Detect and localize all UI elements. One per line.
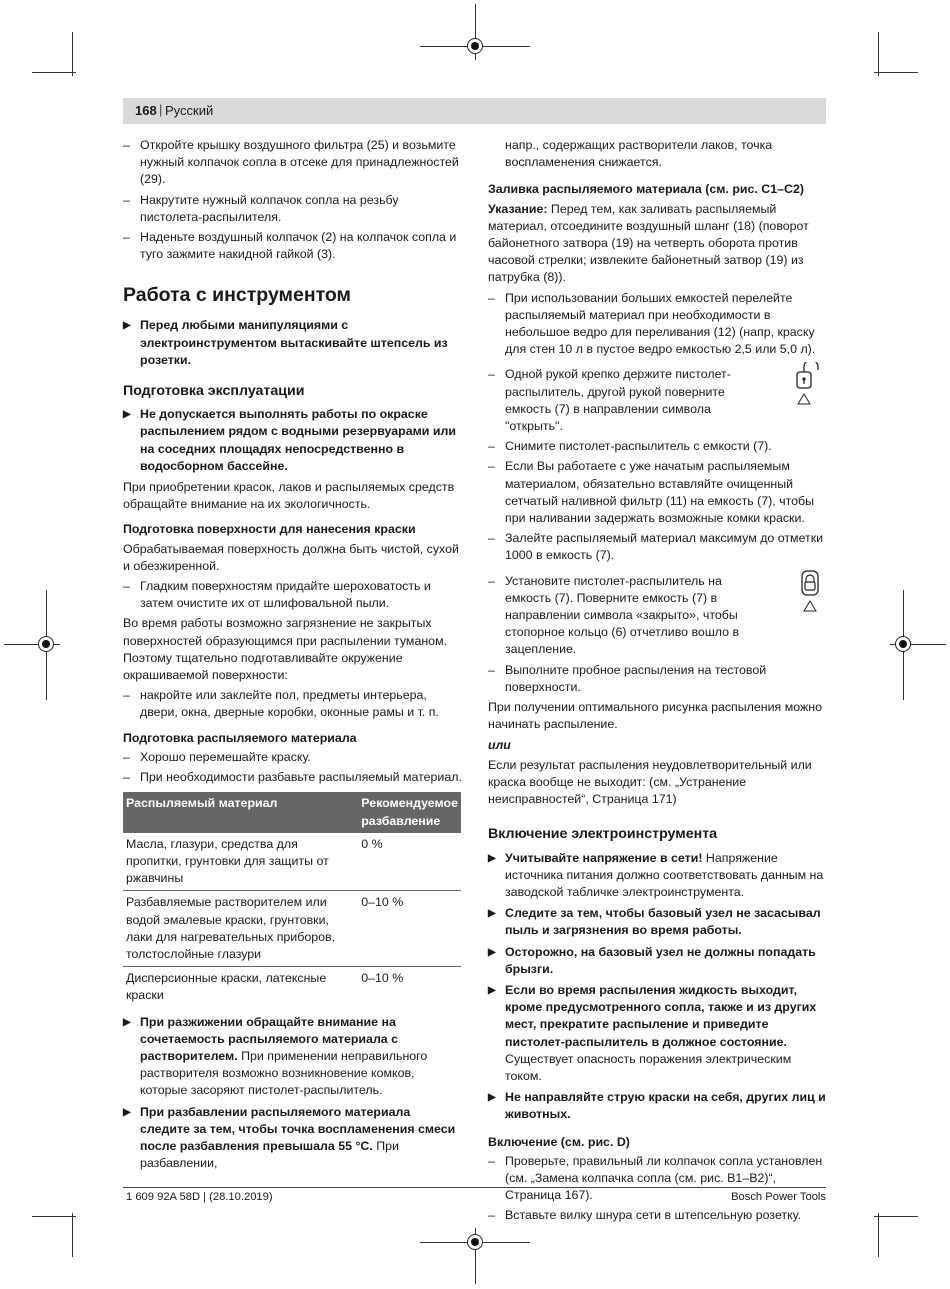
warning-text: Следите за тем, чтобы базовый узел не засасывал пыль и загрязнения во время работы. [505, 906, 821, 938]
list-item: – Залейте распыляемый материал максимум до отметки 1000 в емкость (7). [488, 531, 824, 563]
list-item-text: Проверьте, правильный ли колпачок сопла установлен (см. „Замена колпачка сопла (см. рис. B1–B2)“, Страница 167). [505, 1153, 823, 1203]
safety-warning: ▶ Учитывайте напряжение в сети! Напряжение источника питания должно соответствовать данным на заводской табличке электроинструмента. [488, 850, 824, 899]
table-cell: Масла, глазури, средства для пропитки, грунтовки для защиты от ржавчины [123, 833, 358, 891]
list-item: – Наденьте воздушный колпачок (2) на колпачок сопла и туго зажмите накидной гайкой (3). [123, 230, 457, 262]
safety-warning: ▶ Осторожно, на базовый узел не должны попадать брызги. [488, 944, 816, 976]
list-item: – накройте или заклейте пол, предметы интерьера, двери, окна, дверные коробки, оконные рамы и т. п. [123, 688, 439, 720]
list-item: – Одной рукой крепко держите пистолет-распылитель, другой рукой поверните емкость (7) в направлении символа "открыть". [488, 366, 826, 435]
warning-text-normal: При применении неправильного растворителя возможно возникновение комков, которые засоряют пистолет-распылитель. [140, 1048, 428, 1098]
crop-mark [874, 1216, 918, 1217]
list-item-text: При использовании больших емкостей перелейте распыляемый материал при необходимости в небольшое ведро для переливания (12) (напр, краску для стен 10 л в пустое ведро емкостью 2,5 или 5,0 л). [505, 290, 816, 357]
list-item: – Выполните пробное распыления на тестовой поверхности. [488, 662, 767, 694]
paragraph: напр., содержащих растворители лаков, точка воспламенения снижается. [505, 138, 773, 170]
crop-mark [32, 1216, 76, 1217]
registration-target-icon [467, 38, 483, 54]
crop-mark [72, 32, 73, 76]
or-label: или [488, 737, 511, 752]
note-text: Перед тем, как заливать распыляемый материал, отсоедините воздушный шланг (18) (поворот байонетного затвора (19) на четверть оборота против часовой стрелки; извлеките байонетный затвор (19) из патрубка (8)). [488, 201, 809, 285]
safety-warning: ▶ Не направляйте струю краски на себя, других лиц и животных. [488, 1090, 826, 1122]
safety-warning: ▶ Перед любыми манипуляциями с электроинструментом вытаскивайте штепсель из розетки. [123, 318, 448, 367]
lock-open-icon [794, 362, 824, 406]
crop-mark [72, 1213, 73, 1257]
note-paragraph [488, 201, 826, 287]
list-item: – Откройте крышку воздушного фильтра (25) и возьмите нужный колпачок сопла в отсеке для принадлежностей (29). [123, 138, 459, 187]
section-title: Работа с инструментом [123, 284, 351, 307]
crop-mark [878, 32, 879, 76]
safety-warning: ▶ При разбавлении распыляемого материала следите за тем, чтобы точка воспламенения смеси после разбавления превышала 55 °C. При разбавлении, [123, 1104, 456, 1171]
warning-text: Если во время распыления жидкость выходит, кроме предусмотренного сопла, также и из других мест, прекратите распыление и приведите пистолет-распылитель в должное состояние. [505, 982, 817, 1049]
footer-rule [123, 1187, 826, 1188]
list-item: – Снимите пистолет-распылитель с емкости (7). [488, 439, 772, 454]
subheading: Включение (см. рис. D) [488, 1134, 630, 1149]
table-cell: 0 % [358, 833, 461, 891]
warning-text-normal: Напряжение источника питания должно соответствовать данным на заводской табличке электроинструмента. [505, 850, 824, 899]
list-item-text: Вставьте вилку шнура сети в штепсельную розетку. [505, 1208, 802, 1223]
list-item: – Гладким поверхностям придайте шероховатость и затем очистите их от шлифовальной пыли. [123, 579, 431, 611]
page-number: 168 [135, 103, 157, 118]
list-item: – Хорошо перемешайте краску. [123, 749, 311, 764]
subsection-title: Включение электроинструмента [488, 826, 718, 843]
left-column [123, 137, 463, 1176]
list-item-text: Откройте крышку воздушного фильтра (25) и возьмите нужный колпачок сопла в отсеке для принадлежностей (29). [140, 138, 459, 187]
subsection-title: Подготовка эксплуатации [123, 383, 305, 400]
list-item-text: Снимите пистолет-распылитель с емкости (7). [505, 439, 772, 454]
warning-text: При разжижении обращайте внимание на сочетаемость распыляемого материала с растворителем. [140, 1014, 399, 1063]
table-row [123, 967, 461, 1008]
table-row [123, 833, 461, 891]
warning-text-normal: При разбавлении, [140, 1138, 399, 1171]
table-row [123, 891, 461, 967]
warning-text: Учитывайте напряжение в сети! [505, 850, 703, 865]
table-cell: 0–10 % [358, 891, 461, 967]
registration-target-icon [467, 1234, 483, 1250]
warning-text: При разбавлении распыляемого материала следите за тем, чтобы точка воспламенения смеси после разбавления превышала 55 °C. [140, 1104, 456, 1153]
paragraph: Если результат распыления неудовлетворительный или краска вообще не выходит: (см. „Устранение неисправностей“, Страница 171) [488, 757, 812, 807]
list-item-text: Накрутите нужный колпачок сопла на резьбу пистолета-распылителя. [140, 192, 399, 224]
list-item: – При использовании больших емкостей перелейте распыляемый материал при необходимости в небольшое ведро для переливания (12) (напр, краску для стен 10 л в пустое ведро емкостью 2,5 или 5,0 л). [488, 290, 816, 357]
list-item-text: Гладким поверхностям придайте шероховатость и затем очистите их от шлифовальной пыли. [140, 579, 431, 611]
lock-closed-icon [794, 569, 824, 613]
crop-mark [32, 72, 76, 73]
list-item: – Накрутите нужный колпачок сопла на резьбу пистолета-распылителя. [123, 192, 399, 224]
paragraph: При приобретении красок, лаков и распыляемых средств обращайте внимание на их экологичность. [123, 480, 455, 512]
footer-brand: Bosch Power Tools [731, 1191, 826, 1203]
warning-text: Осторожно, на базовый узел не должны попадать брызги. [505, 944, 816, 976]
table-cell: Дисперсионные краски, латексные краски [126, 971, 327, 1003]
safety-warning: ▶ Не допускается выполнять работы по окраске распылением рядом с водными резервуарами или на соседних площадях непосредственно в водосборном бассейне. [123, 407, 456, 473]
crop-mark [874, 72, 918, 73]
safety-warning: ▶ Если во время распыления жидкость выходит, кроме предусмотренного сопла, также и из других мест, прекратите распыление и приведите пистолет-распылитель в должное состояние. Существует опасность поражения электрическим током. [488, 982, 817, 1083]
list-item: – При необходимости разбавьте распыляемый материал. [123, 770, 462, 785]
registration-target-icon [38, 636, 54, 652]
list-item-text: Если Вы работаете с уже начатым распыляемым материалом, обязательно вставляйте очищенный сетчатый наливной фильтр (11) на емкость (7), чтобы при наливании задержать возможные комки краски. [505, 459, 815, 526]
list-item: – Вставьте вилку шнура сети в штепсельную розетку. [488, 1208, 802, 1223]
table-header-row [123, 792, 461, 832]
list-item-text: накройте или заклейте пол, предметы интерьера, двери, окна, дверные коробки, оконные рамы и т. п. [140, 688, 439, 720]
warning-text: Перед любыми манипуляциями с электроинструментом вытаскивайте штепсель из розетки. [140, 318, 448, 367]
crop-mark [878, 1213, 879, 1257]
safety-warning: ▶ Следите за тем, чтобы базовый узел не засасывал пыль и загрязнения во время работы. [488, 906, 821, 938]
subheading: Подготовка поверхности для нанесения краски [123, 522, 416, 537]
list-item: – Проверьте, правильный ли колпачок сопла установлен (см. „Замена колпачка сопла (см. рис. B1–B2)“, Страница 167). [488, 1153, 823, 1203]
warning-text: Не направляйте струю краски на себя, других лиц и животных. [505, 1090, 826, 1122]
warning-text-normal: Существует опасность поражения электрическим током. [505, 1051, 792, 1083]
right-column [488, 137, 826, 1228]
registration-target-icon [895, 636, 911, 652]
header-separator: | [159, 102, 163, 117]
subheading: Заливка распыляемого материала (см. рис. C1–C2) [488, 182, 804, 197]
footer-doc-code: 1 609 92A 58D | (28.10.2019) [126, 1191, 273, 1203]
page-header [123, 98, 826, 124]
table-header-cell: Рекомендуемое разбавление [358, 792, 461, 832]
paragraph: Обрабатываемая поверхность должна быть чистой, сухой и обезжиренной. [123, 541, 459, 573]
table-cell: 0–10 % [361, 971, 404, 986]
table-header-cell: Распыляемый материал [123, 792, 358, 832]
table-cell: Разбавляемые растворителем или водой эмалевые краски, грунтовки, лаки для нагревательных приборов, толстослойные глазури [123, 891, 358, 967]
dilution-table [123, 792, 461, 1007]
list-item-text: Установите пистолет-распылитель на емкость (7). Поверните емкость (7) в направлении символа «закрыто», чтобы стопорное кольцо (6) отчетливо вошло в зацепление. [505, 573, 740, 657]
note-label: Указание: [488, 201, 548, 216]
list-item: – Если Вы работаете с уже начатым распыляемым материалом, обязательно вставляйте очищенный сетчатый наливной фильтр (11) на емкость (7), чтобы при наливании задержать возможные комки краски. [488, 459, 815, 526]
warning-text: Не допускается выполнять работы по окраске распылением рядом с водными резервуарами или на соседних площадях непосредственно в водосборном бассейне. [140, 407, 456, 473]
list-item-text: Хорошо перемешайте краску. [140, 749, 311, 764]
safety-warning: ▶ При разжижении обращайте внимание на сочетаемость распыляемого материала с растворителем. При применении неправильного растворителя возможно возникновение комков, которые засоряют пистолет-распылитель. [123, 1014, 428, 1098]
list-item-text: При необходимости разбавьте распыляемый материал. [140, 770, 462, 785]
list-item-text: Залейте распыляемый материал максимум до отметки 1000 в емкость (7). [505, 531, 824, 563]
header-language: Русский [165, 103, 214, 118]
subheading: Подготовка распыляемого материала [123, 730, 357, 745]
list-item-text: Наденьте воздушный колпачок (2) на колпачок сопла и туго зажмите накидной гайкой (3). [140, 230, 457, 262]
paragraph: При получении оптимального рисунка распыления можно начинать распыление. [488, 700, 822, 732]
list-item: – Установите пистолет-распылитель на емкость (7). Поверните емкость (7) в направлении символа «закрыто», чтобы стопорное кольцо (6) отчетливо вошло в зацепление. [488, 573, 826, 659]
list-item-text: Одной рукой крепко держите пистолет-распылитель, другой рукой поверните емкость (7) в направлении символа "открыть". [505, 367, 731, 434]
list-item-text: Выполните пробное распыления на тестовой поверхности. [505, 662, 767, 694]
paragraph: Во время работы возможно загрязнение не закрытых поверхностей образующимся при распылении туманом. Поэтому тщательно подготавливайте окружение окрашиваемой поверхности: [123, 616, 448, 683]
